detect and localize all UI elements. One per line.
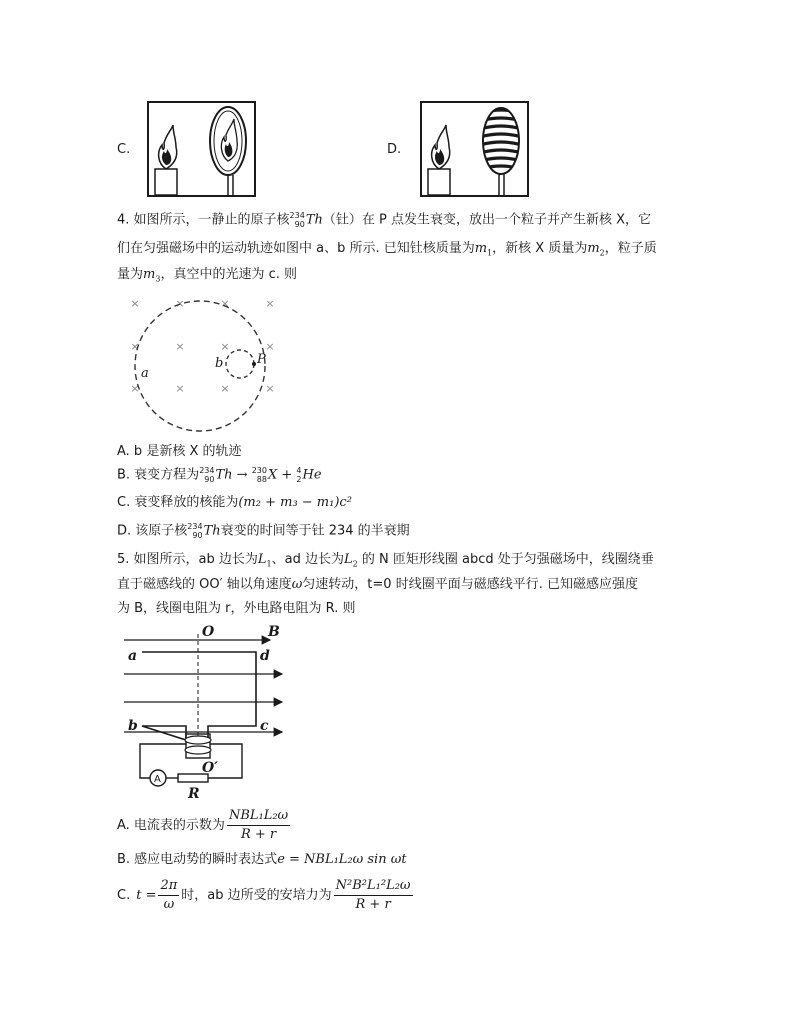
q4-option-b-th-numbers (199, 466, 214, 484)
q4-m3: m (143, 267, 156, 282)
q4-option-b-arrow: → (232, 467, 252, 483)
q4-stem-text: 们在匀强磁场中的运动轨迹如图中 a、b 所示. 已知钍核质量为 (117, 241, 475, 256)
q4-option-b-x-mass: 230 (251, 466, 267, 475)
q4-nuclide-charge: 90 (294, 220, 305, 229)
slip-ring (185, 746, 211, 754)
label-a: a (128, 648, 138, 664)
q4-option-b-x-charge: 88 (256, 475, 267, 484)
q5-option-b-formula: e = NBL₁L₂ω sin ωt (277, 852, 407, 867)
q4-option-d-nuclide-numbers (187, 522, 202, 540)
q4-stem-text: ，新核 X 质量为 (492, 241, 588, 256)
q4-magnetic-field-figure (118, 288, 288, 436)
q5-option-c-time-numerator: 2π (158, 878, 179, 896)
q4-option-d-tail: 衰变的时间等于钍 234 的半衰期 (220, 523, 410, 539)
q5-stem-text: 匀速转动，t=0 时线圈平面与磁感线平行. 已知磁感应强度 (302, 577, 638, 592)
field-cross-mark: × (220, 382, 230, 395)
q4-option-b-text: B. 衰变方程为 (117, 467, 200, 483)
label-ammeter: A (154, 774, 161, 785)
label-O: O (202, 624, 215, 640)
track-b-label: b (215, 356, 224, 371)
point-p-dot (252, 362, 256, 366)
field-cross-mark: × (130, 382, 140, 395)
field-cross-mark: × (265, 297, 275, 310)
q4-stem-text: ，粒子质 (604, 241, 657, 256)
label-R: R (188, 786, 200, 800)
q4-option-b (117, 466, 322, 485)
field-cross-mark: × (265, 340, 275, 353)
q4-option-b-he-charge: 2 (296, 475, 302, 484)
q4-nuclide-mass: 234 (289, 211, 305, 220)
q5-option-a-denominator: R + r (240, 827, 277, 842)
q5-option-c-prefix: C. (117, 887, 131, 903)
q5-L2: L (343, 552, 353, 567)
q5-coil-figure (122, 622, 292, 800)
q4-stem-text: 量为 (117, 267, 144, 282)
q5-stem-text: 、ad 边长为 (271, 552, 344, 567)
field-cross-mark: × (130, 297, 140, 310)
q4-option-b-x-numbers (252, 466, 267, 484)
q5-stem-text: 直于磁感线的 OO′ 轴以角速度 (117, 577, 292, 592)
q4-m3-sub: 3 (155, 274, 161, 284)
q4-m2-sub: 2 (599, 248, 605, 258)
q4-option-d-nuclide-symbol: Th (203, 523, 221, 539)
q5-option-c-time-fraction (158, 878, 179, 913)
track-b-circle (226, 350, 254, 378)
q4-option-b-he-symbol: He (302, 467, 322, 483)
field-cross-mark: × (220, 297, 230, 310)
q4-stem-text: ，真空中的光速为 c. 则 (160, 267, 297, 282)
q5-L1: L (257, 552, 267, 567)
q4-option-b-th-mass: 234 (199, 466, 215, 475)
q4-stem-line-2 (117, 240, 657, 258)
q3-option-c-label: C. (117, 142, 131, 157)
q4-option-b-th-symbol: Th (215, 467, 233, 483)
q4-option-c (117, 494, 352, 512)
q5-stem-line-3: 为 B，线圈电阻为 r，外电路电阻为 R. 则 (117, 601, 356, 616)
q3-option-d-label: D. (387, 142, 402, 157)
q5-stem-line-1 (117, 551, 654, 569)
q5-option-c-force-fraction (334, 878, 413, 913)
q5-option-a-fraction (227, 808, 290, 843)
q4-nuclide-numbers (290, 211, 305, 229)
q5-option-c-t: t = (136, 887, 157, 903)
field-cross-mark: × (175, 382, 185, 395)
point-p-label: P (257, 352, 266, 367)
q5-option-c (117, 878, 415, 913)
q5-L1-sub: 1 (266, 559, 272, 569)
q4-option-d-nuclide-charge: 90 (192, 531, 203, 540)
q4-option-a: A. b 是新核 X 的轨迹 (117, 444, 242, 459)
rectangular-coil (142, 652, 256, 740)
candle-and-mirror-illustration (149, 103, 254, 195)
q4-stem-text: （钍）在 P 点发生衰变，放出一个粒子并产生新核 X，它 (322, 212, 652, 228)
q4-option-b-plus: + (277, 467, 297, 483)
q4-option-d-text: D. 该原子核 (117, 523, 188, 539)
q4-option-d (117, 522, 410, 541)
q5-option-a (117, 808, 292, 843)
q5-option-c-time-denominator: ω (163, 897, 175, 912)
field-cross-mark: × (175, 340, 185, 353)
candle-and-striped-egg-illustration (422, 103, 527, 195)
q5-option-a-text: A. 电流表的示数为 (117, 817, 225, 833)
q5-omega: ω (291, 577, 303, 592)
q5-option-c-force-denominator: R + r (355, 897, 391, 912)
label-b: b (128, 718, 138, 734)
q4-option-b-he-mass: 4 (296, 466, 302, 475)
q4-stem-line-3 (117, 266, 297, 284)
q5-L2-sub: 2 (352, 559, 358, 569)
track-a-label: a (141, 366, 149, 381)
q4-option-b-he-numbers (296, 466, 301, 484)
q4-option-b-x-symbol: X (267, 467, 278, 483)
label-d: d (260, 648, 270, 664)
label-O-prime: O′ (202, 760, 218, 776)
q5-stem-line-2 (117, 576, 638, 594)
q5-option-c-mid: 时，ab 边所受的安培力为 (181, 887, 332, 903)
q4-option-c-text: C. 衰变释放的核能为 (117, 495, 239, 510)
field-cross-mark: × (175, 297, 185, 310)
q5-stem-text: 5. 如图所示，ab 边长为 (117, 552, 258, 567)
q4-m1: m (474, 241, 488, 256)
q5-option-c-force-numerator: N²B²L₁²L₂ω (334, 878, 413, 896)
q5-option-b (117, 851, 407, 869)
track-a-circle (135, 301, 265, 431)
q4-option-d-nuclide-mass: 234 (187, 522, 203, 531)
label-B: B (268, 624, 280, 640)
q4-option-b-th-charge: 90 (204, 475, 215, 484)
q5-option-b-text: B. 感应电动势的瞬时表达式 (117, 852, 278, 867)
q5-option-a-numerator: NBL₁L₂ω (227, 808, 290, 826)
q4-stem-text: 4. 如图所示，一静止的原子核 (117, 212, 290, 228)
q4-m1-sub: 1 (487, 248, 493, 258)
q3-option-d-figure (420, 101, 529, 197)
q4-nuclide-symbol: Th (305, 212, 323, 228)
q4-m2: m (587, 241, 600, 256)
q5-stem-text: 的 N 匝矩形线圈 abcd 处于匀强磁场中，线圈绕垂 (361, 552, 654, 567)
q3-option-c-figure (147, 101, 256, 197)
field-cross-mark: × (265, 382, 275, 395)
q4-option-c-formula: (m₂ + m₃ − m₁)c² (238, 495, 352, 510)
label-c: c (260, 718, 269, 734)
field-cross-mark: × (130, 340, 140, 353)
slip-ring (185, 736, 211, 744)
field-cross-mark: × (220, 340, 230, 353)
q4-stem-line-1 (117, 211, 651, 230)
